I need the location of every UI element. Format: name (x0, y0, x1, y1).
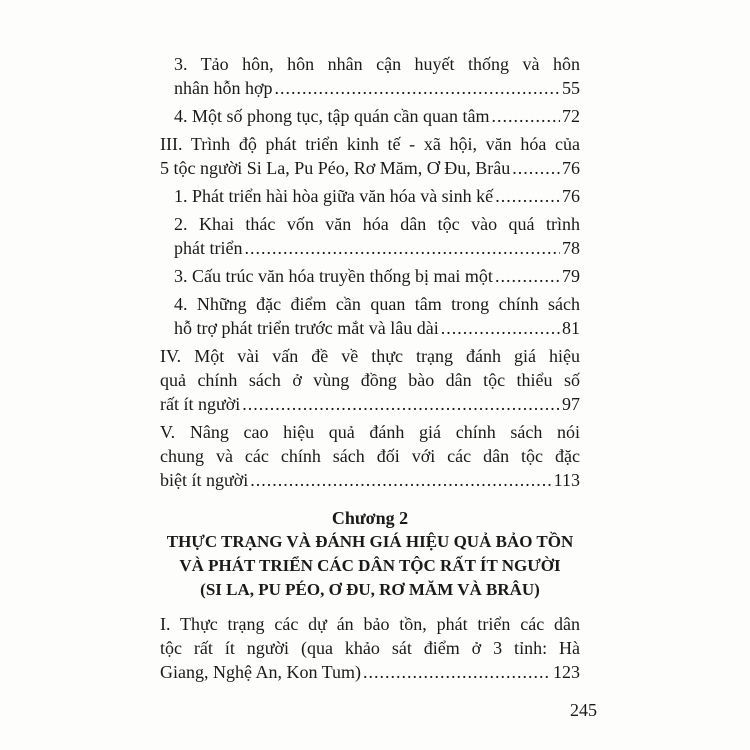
toc-page-number: 78 (562, 238, 580, 258)
toc-entry (160, 212, 580, 260)
toc-page-number: 113 (553, 470, 580, 490)
toc-entry-text: 5 tộc người Si La, Pu Péo, Rơ Măm, Ơ Đu, Brâu (160, 158, 511, 178)
dot-leader (491, 104, 560, 128)
toc-entry-line: 3. Tảo hôn, hôn nhân cận huyết thống và hôn (174, 54, 580, 74)
toc-entry-line: quả chính sách ở vùng đồng bào dân tộc thiểu số (160, 370, 580, 390)
toc-entry-text: Giang, Nghệ An, Kon Tum) (160, 662, 362, 682)
dot-leader (512, 156, 560, 180)
dot-leader (244, 236, 560, 260)
toc-page-number: 76 (562, 158, 580, 178)
toc-entry (160, 292, 580, 340)
toc-entry-text: phát triển (174, 238, 243, 258)
dot-leader (441, 316, 560, 340)
dot-leader (495, 264, 560, 288)
chapter-label: Chương 2 (331, 508, 409, 528)
dot-leader (275, 76, 560, 100)
toc-entry-line: 4. Những đặc điểm cần quan tâm trong chính sách (174, 294, 580, 314)
chapter-title-line: (SI LA, PU PÉO, Ơ ĐU, RƠ MĂM VÀ BRÂU) (200, 580, 540, 599)
toc-page-number: 55 (562, 78, 580, 98)
toc-page-number: 72 (562, 106, 580, 126)
toc-entry-line: IV. Một vài vấn đề về thực trạng đánh giá hiệu (160, 346, 580, 366)
toc-entry (160, 344, 580, 416)
page-number: 245 (570, 700, 597, 720)
toc-entry (160, 132, 580, 180)
dot-leader (250, 468, 551, 492)
toc-entry-text: nhân hỗn hợp (174, 78, 273, 98)
toc-page-number: 79 (562, 266, 580, 286)
toc-entry (160, 264, 580, 288)
table-of-contents (160, 52, 580, 688)
toc-page-number: 76 (562, 186, 580, 206)
toc-entry (160, 52, 580, 100)
toc-entry (160, 104, 580, 128)
toc-entry-text: 1. Phát triển hài hòa giữa văn hóa và sinh kế (174, 186, 494, 206)
toc-entry-text: hỗ trợ phát triển trước mắt và lâu dài (174, 318, 439, 338)
toc-entry-line: 2. Khai thác vốn văn hóa dân tộc vào quá trình (174, 214, 580, 234)
toc-entry-text: 3. Cấu trúc văn hóa truyền thống bị mai một (174, 266, 493, 286)
toc-page-number: 81 (562, 318, 580, 338)
toc-entry-line: chung và các chính sách đối với các dân tộc đặc (160, 446, 580, 466)
toc-entry (160, 612, 580, 684)
chapter-title-line: VÀ PHÁT TRIỂN CÁC DÂN TỘC RẤT ÍT NGƯỜI (179, 556, 561, 575)
toc-page-number: 123 (553, 662, 580, 682)
dot-leader (242, 392, 560, 416)
toc-entry-line: III. Trình độ phát triển kinh tế - xã hội, văn hóa của (160, 134, 580, 154)
toc-entry-text: rất ít người (160, 394, 241, 414)
chapter-title (160, 530, 580, 602)
toc-entry (160, 184, 580, 208)
toc-page-number: 97 (562, 394, 580, 414)
toc-entry (160, 420, 580, 492)
toc-entry-line: I. Thực trạng các dự án bảo tồn, phát triển các dân (160, 614, 580, 634)
toc-entry-text: 4. Một số phong tục, tập quán cần quan tâm (174, 106, 490, 126)
chapter-title-line: THỰC TRẠNG VÀ ĐÁNH GIÁ HIỆU QUẢ BẢO TỒN (166, 532, 574, 551)
dot-leader (363, 660, 551, 684)
toc-entry-text: biệt ít người (160, 470, 249, 490)
toc-entry-line: V. Nâng cao hiệu quả đánh giá chính sách nói (160, 422, 580, 442)
toc-entry-line: tộc rất ít người (qua khảo sát điểm ở 3 tỉnh: Hà (160, 638, 580, 658)
dot-leader (495, 184, 560, 208)
